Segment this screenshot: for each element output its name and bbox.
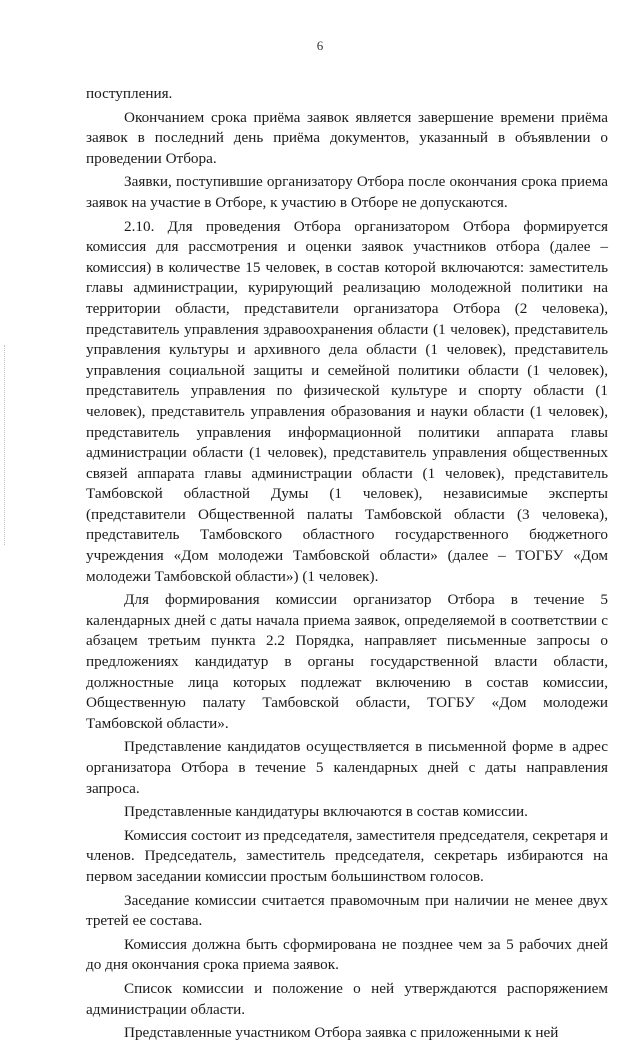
page-number: 6	[316, 38, 324, 53]
scan-margin-mark	[4, 345, 7, 545]
paragraph-commission-composition: 2.10. Для проведения Отбора организатором Отбора формируется комиссия для рассмотрения и оценки заявок участников отбора (далее – комиссия) в количестве 15 человек, в состав которой включаются: заместитель главы администрации, курирующий реализацию молодежной политики на территории области, представители организатора Отбора (2 человека), представитель управления здравоохранения области (1 человек), представитель управления культуры и архивного дела области (1 человек), представитель управления социальной защиты и семейной политики области (1 человек), представитель управления по физической культуре и спорту области (1 человек), представитель управления образования и науки области (1 человек), представитель управления информационной политики аппарата главы администрации области (1 человек), представитель управления общественных связей аппарата главы администрации области (1 человек), представитель Тамбовской областной Думы (1 человек), независимые эксперты (представители Общественной палаты Тамбовской области (3 человека), представитель Тамбовского областного государственного бюджетного учреждения «Дом молодежи Тамбовской области» (далее – ТОГБУ «Дом молодежи Тамбовской области») (1 человек).	[86, 217, 608, 585]
paragraph-commission-formation: Для формирования комиссии организатор Отбора в течение 5 календарных дней с даты начала приема заявок, определяемой в соответствии с абзацем третьим пункта 2.2 Порядка, направляет письменные запросы о предложениях кандидатур в органы государственной власти области, должностные лица которых подлежат включению в состав комиссии, Общественную палату Тамбовской области, ТОГБУ «Дом молодежи Тамбовской области».	[86, 591, 608, 732]
paragraph-commission-structure: Комиссия состоит из председателя, заместителя председателя, секретаря и членов. Председатель, заместитель председателя, секретарь избираются на первом заседании комиссии простым большинством голосов.	[86, 826, 608, 885]
paragraph-deadline-definition: Окончанием срока приёма заявок является завершение времени приёма заявок в последний день приёма документов, указанный в объявлении о проведении Отбора.	[86, 108, 608, 167]
paragraph-formation-deadline: Комиссия должна быть сформирована не позднее чем за 5 рабочих дней до дня окончания срока приема заявок.	[86, 935, 608, 974]
paragraph-approval: Список комиссии и положение о ней утверждаются распоряжением администрации области.	[86, 979, 608, 1018]
paragraph-continuation: поступления.	[86, 85, 173, 102]
paragraph-late-applications: Заявки, поступившие организатору Отбора после окончания срока приема заявок на участие в Отборе, к участию в Отборе не допускаются.	[86, 173, 608, 211]
paragraph-application-review: Представленные участником Отбора заявка с приложенными к ней	[124, 1024, 559, 1042]
paragraph-candidate-submission: Представление кандидатов осуществляется в письменной форме в адрес организатора Отбора в течение 5 календарных дней с даты направления запроса.	[86, 738, 608, 797]
paragraph-candidates-included: Представленные кандидатуры включаются в состав комиссии.	[124, 803, 528, 821]
paragraph-quorum: Заседание комиссии считается правомочным при наличии не менее двух третей ее состава.	[86, 891, 608, 930]
document-body	[86, 84, 608, 1047]
